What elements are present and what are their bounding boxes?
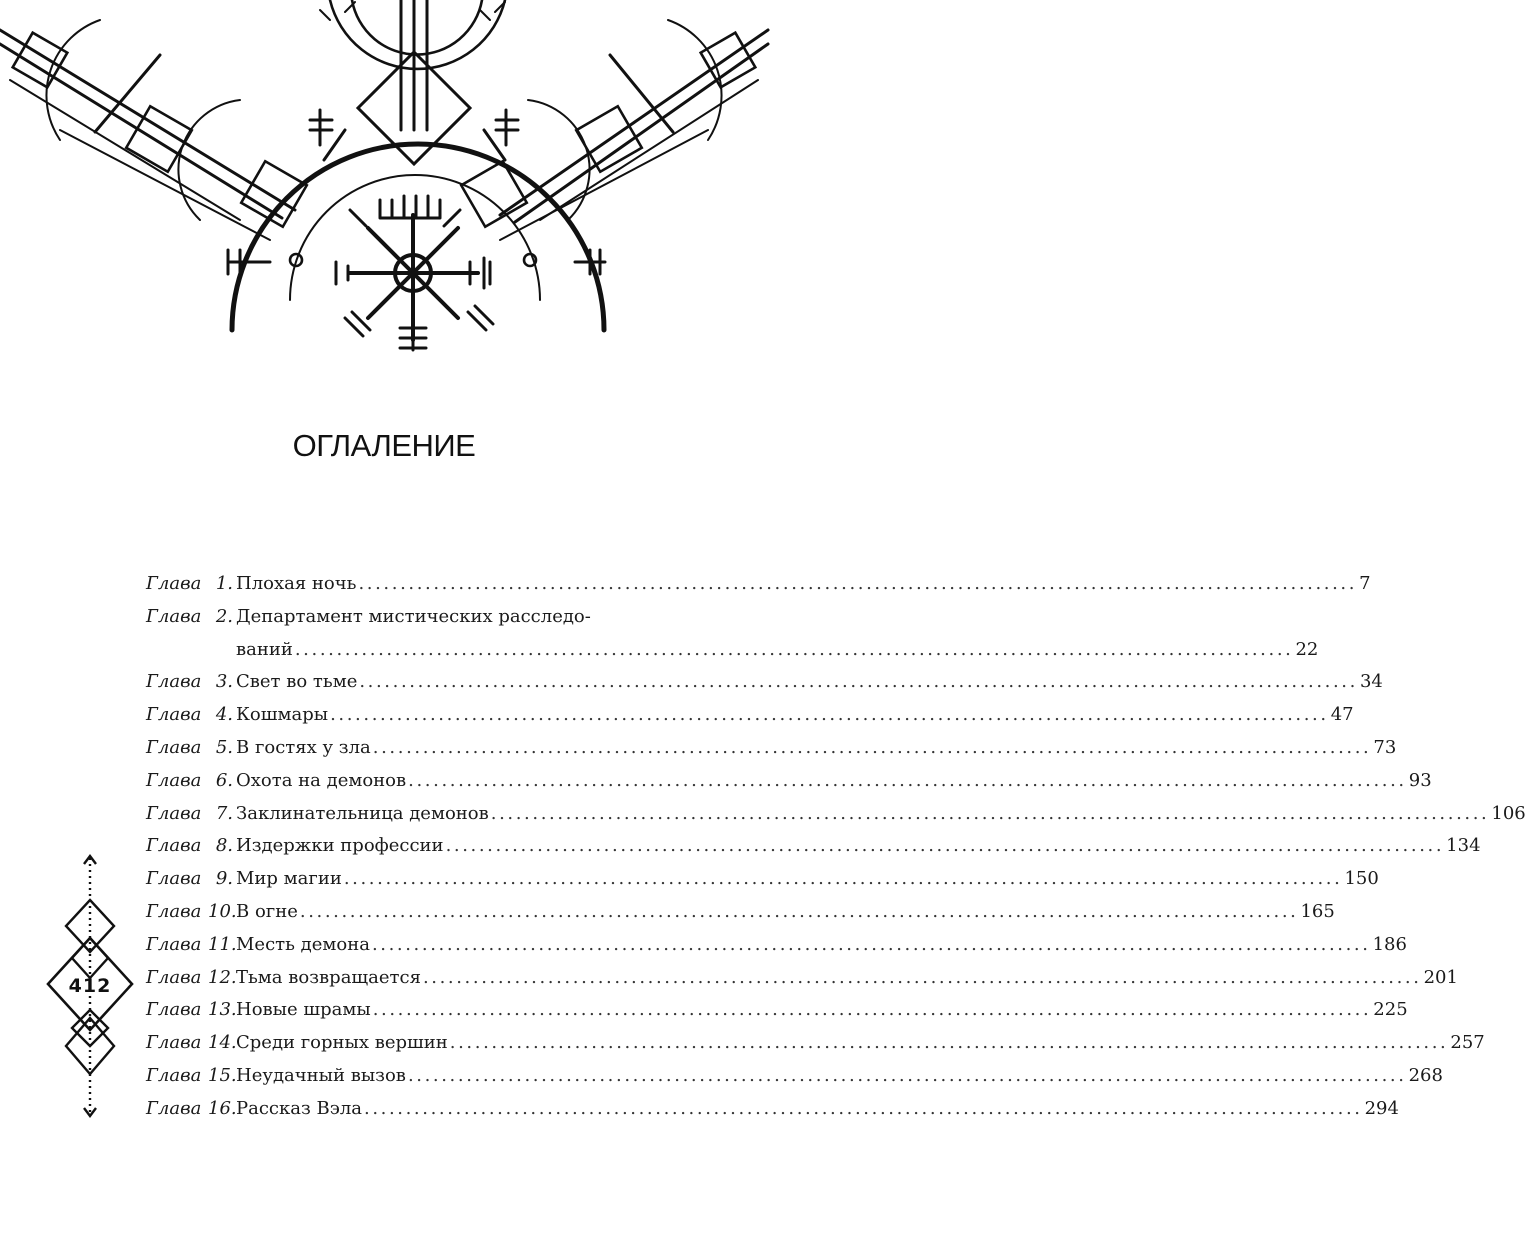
- leader-dots: ........................................................................................................................: [372, 736, 1372, 758]
- toc-entry: [146, 699, 1354, 732]
- toc-entry: [146, 896, 1335, 929]
- toc-entry-line: [236, 929, 1407, 962]
- toc-entry: [146, 929, 1407, 962]
- chapter-title: Новые шрамы: [236, 999, 371, 1021]
- chapter-label: Глава: [146, 900, 202, 922]
- chapter-number: 12.: [208, 966, 237, 988]
- toc-entry: [146, 863, 1379, 896]
- page-reference: 294: [1364, 1097, 1399, 1119]
- toc-entry: [146, 666, 1383, 699]
- leader-dots: ........................................................................................................................: [422, 966, 1422, 988]
- page-reference: 186: [1372, 933, 1407, 955]
- leader-dots: ........................................................................................................................: [358, 573, 1358, 594]
- page-reference: 73: [1373, 736, 1397, 758]
- page-title: ОГЛАЛЕНИЕ: [292, 428, 476, 463]
- toc-entry-line: [236, 666, 1383, 699]
- chapter-title-continuation: ваний: [236, 638, 293, 660]
- toc-entry-line: [236, 994, 1408, 1027]
- chapter-number: 16.: [208, 1097, 237, 1119]
- chapter-label: Глава: [146, 605, 202, 627]
- page-reference: 268: [1408, 1064, 1443, 1086]
- toc-entry-line: [236, 765, 1432, 798]
- chapter-label: Глава: [146, 933, 202, 955]
- page-reference: 93: [1408, 769, 1432, 791]
- leader-dots: ........................................................................................................................: [407, 1064, 1407, 1086]
- page-reference: 106: [1491, 802, 1526, 824]
- page-reference: 34: [1359, 671, 1383, 693]
- page-reference: 22: [1295, 638, 1319, 660]
- page-reference: 225: [1373, 999, 1408, 1021]
- table-of-contents: [146, 568, 1526, 1126]
- leader-dots: ........................................................................................................................: [299, 900, 1299, 922]
- leader-dots: ........................................................................................................................: [364, 1097, 1363, 1119]
- toc-entry-line: [236, 962, 1458, 995]
- leader-dots: ........................................................................................................................: [359, 671, 1358, 693]
- page-number: 412: [68, 975, 112, 997]
- chapter-title: Мир магии: [236, 868, 342, 890]
- chapter-label: Глава: [146, 671, 202, 693]
- toc-entry: [146, 1027, 1485, 1060]
- chapter-label: Глава: [146, 802, 202, 824]
- chapter-number: 4.: [215, 704, 233, 726]
- page-reference: 134: [1446, 835, 1481, 857]
- chapter-label: Глава: [146, 999, 202, 1021]
- chapter-label: Глава: [146, 868, 202, 890]
- chapter-number: 7.: [215, 802, 233, 824]
- chapter-number: 6.: [215, 769, 233, 791]
- toc-entry: [146, 568, 1371, 601]
- toc-entry-line: [236, 798, 1526, 831]
- toc-entry: [146, 1060, 1443, 1093]
- toc-entry-line: [236, 1027, 1485, 1060]
- chapter-title: Среди горных вершин: [236, 1032, 448, 1054]
- toc-entry-line: [236, 699, 1354, 732]
- toc-entry: [146, 1093, 1399, 1126]
- leader-dots: ........................................................................................................................: [330, 704, 1329, 726]
- toc-entry: [146, 732, 1397, 765]
- chapter-number: 1.: [215, 573, 233, 594]
- toc-entry: [146, 994, 1408, 1027]
- chapter-title: Свет во тьме: [236, 671, 358, 693]
- chapter-label: Глава: [146, 1032, 202, 1054]
- leader-dots: ........................................................................................................................: [372, 999, 1372, 1021]
- page-reference: 47: [1330, 704, 1354, 726]
- leader-dots: ........................................................................................................................: [449, 1032, 1449, 1054]
- chapter-title: Тьма возвращается: [236, 966, 421, 988]
- chapter-number: 2.: [215, 605, 233, 627]
- chapter-title: Издержки профессии: [236, 835, 444, 857]
- chapter-title: Неудачный вызов: [236, 1064, 406, 1086]
- chapter-title: В огне: [236, 900, 298, 922]
- toc-entry-line: [236, 863, 1379, 896]
- page-reference: 257: [1450, 1032, 1485, 1054]
- toc-entry: [146, 765, 1432, 798]
- toc-entry-line: [236, 568, 1371, 601]
- page-reference: 201: [1423, 966, 1458, 988]
- chapter-number: 9.: [215, 868, 233, 890]
- vegvisir-compass-icon: [0, 0, 768, 370]
- chapter-number: 8.: [215, 835, 233, 857]
- chapter-label: Глава: [146, 1064, 202, 1086]
- toc-entry-line: [236, 896, 1335, 929]
- leader-dots: ........................................................................................................................: [445, 835, 1445, 857]
- toc-entry-line: [236, 1060, 1443, 1093]
- chapter-number: 5.: [215, 736, 233, 758]
- toc-entry-line: [236, 830, 1481, 863]
- toc-entry: [146, 830, 1481, 863]
- chapter-number: 14.: [208, 1032, 237, 1054]
- chapter-number: 11.: [208, 933, 237, 955]
- chapter-label: Глава: [146, 835, 202, 857]
- chapter-label: Глава: [146, 1097, 202, 1119]
- chapter-number: 10.: [208, 900, 237, 922]
- chapter-label: Глава: [146, 769, 202, 791]
- chapter-title: Кошмары: [236, 704, 329, 726]
- leader-dots: ........................................................................................................................: [408, 769, 1407, 791]
- page-reference: 7: [1359, 573, 1371, 594]
- toc-entry: [146, 962, 1458, 995]
- toc-entry-line: [236, 1093, 1399, 1126]
- toc-entry-line: [236, 634, 1319, 667]
- toc-entry: [146, 798, 1526, 831]
- chapter-title: Охота на демонов: [236, 769, 407, 791]
- leader-dots: ........................................................................................................................: [490, 802, 1490, 824]
- chapter-number: 15.: [208, 1064, 237, 1086]
- leader-dots: ........................................................................................................................: [371, 933, 1371, 955]
- page-reference: 150: [1344, 868, 1379, 890]
- chapter-title: Плохая ночь: [236, 573, 357, 594]
- chapter-title: В гостях у зла: [236, 736, 371, 758]
- chapter-title: Рассказ Вэла: [236, 1097, 362, 1119]
- leader-dots: ........................................................................................................................: [294, 638, 1294, 660]
- chapter-title: Месть демона: [236, 933, 370, 955]
- chapter-number: 13.: [208, 999, 237, 1021]
- page-reference: 165: [1300, 900, 1335, 922]
- chapter-title: Заклинательница демонов: [236, 802, 489, 824]
- chapter-label: Глава: [146, 573, 202, 594]
- toc-entry-line: [236, 732, 1397, 765]
- toc-entry: [146, 601, 1319, 667]
- chapter-label: Глава: [146, 966, 202, 988]
- leader-dots: ........................................................................................................................: [343, 868, 1343, 890]
- chapter-number: 3.: [215, 671, 233, 693]
- chapter-label: Глава: [146, 704, 202, 726]
- chapter-label: Глава: [146, 736, 202, 758]
- diamond-arrow-icon: [44, 850, 136, 1122]
- chapter-title: Департамент мистических расследо-: [236, 605, 591, 627]
